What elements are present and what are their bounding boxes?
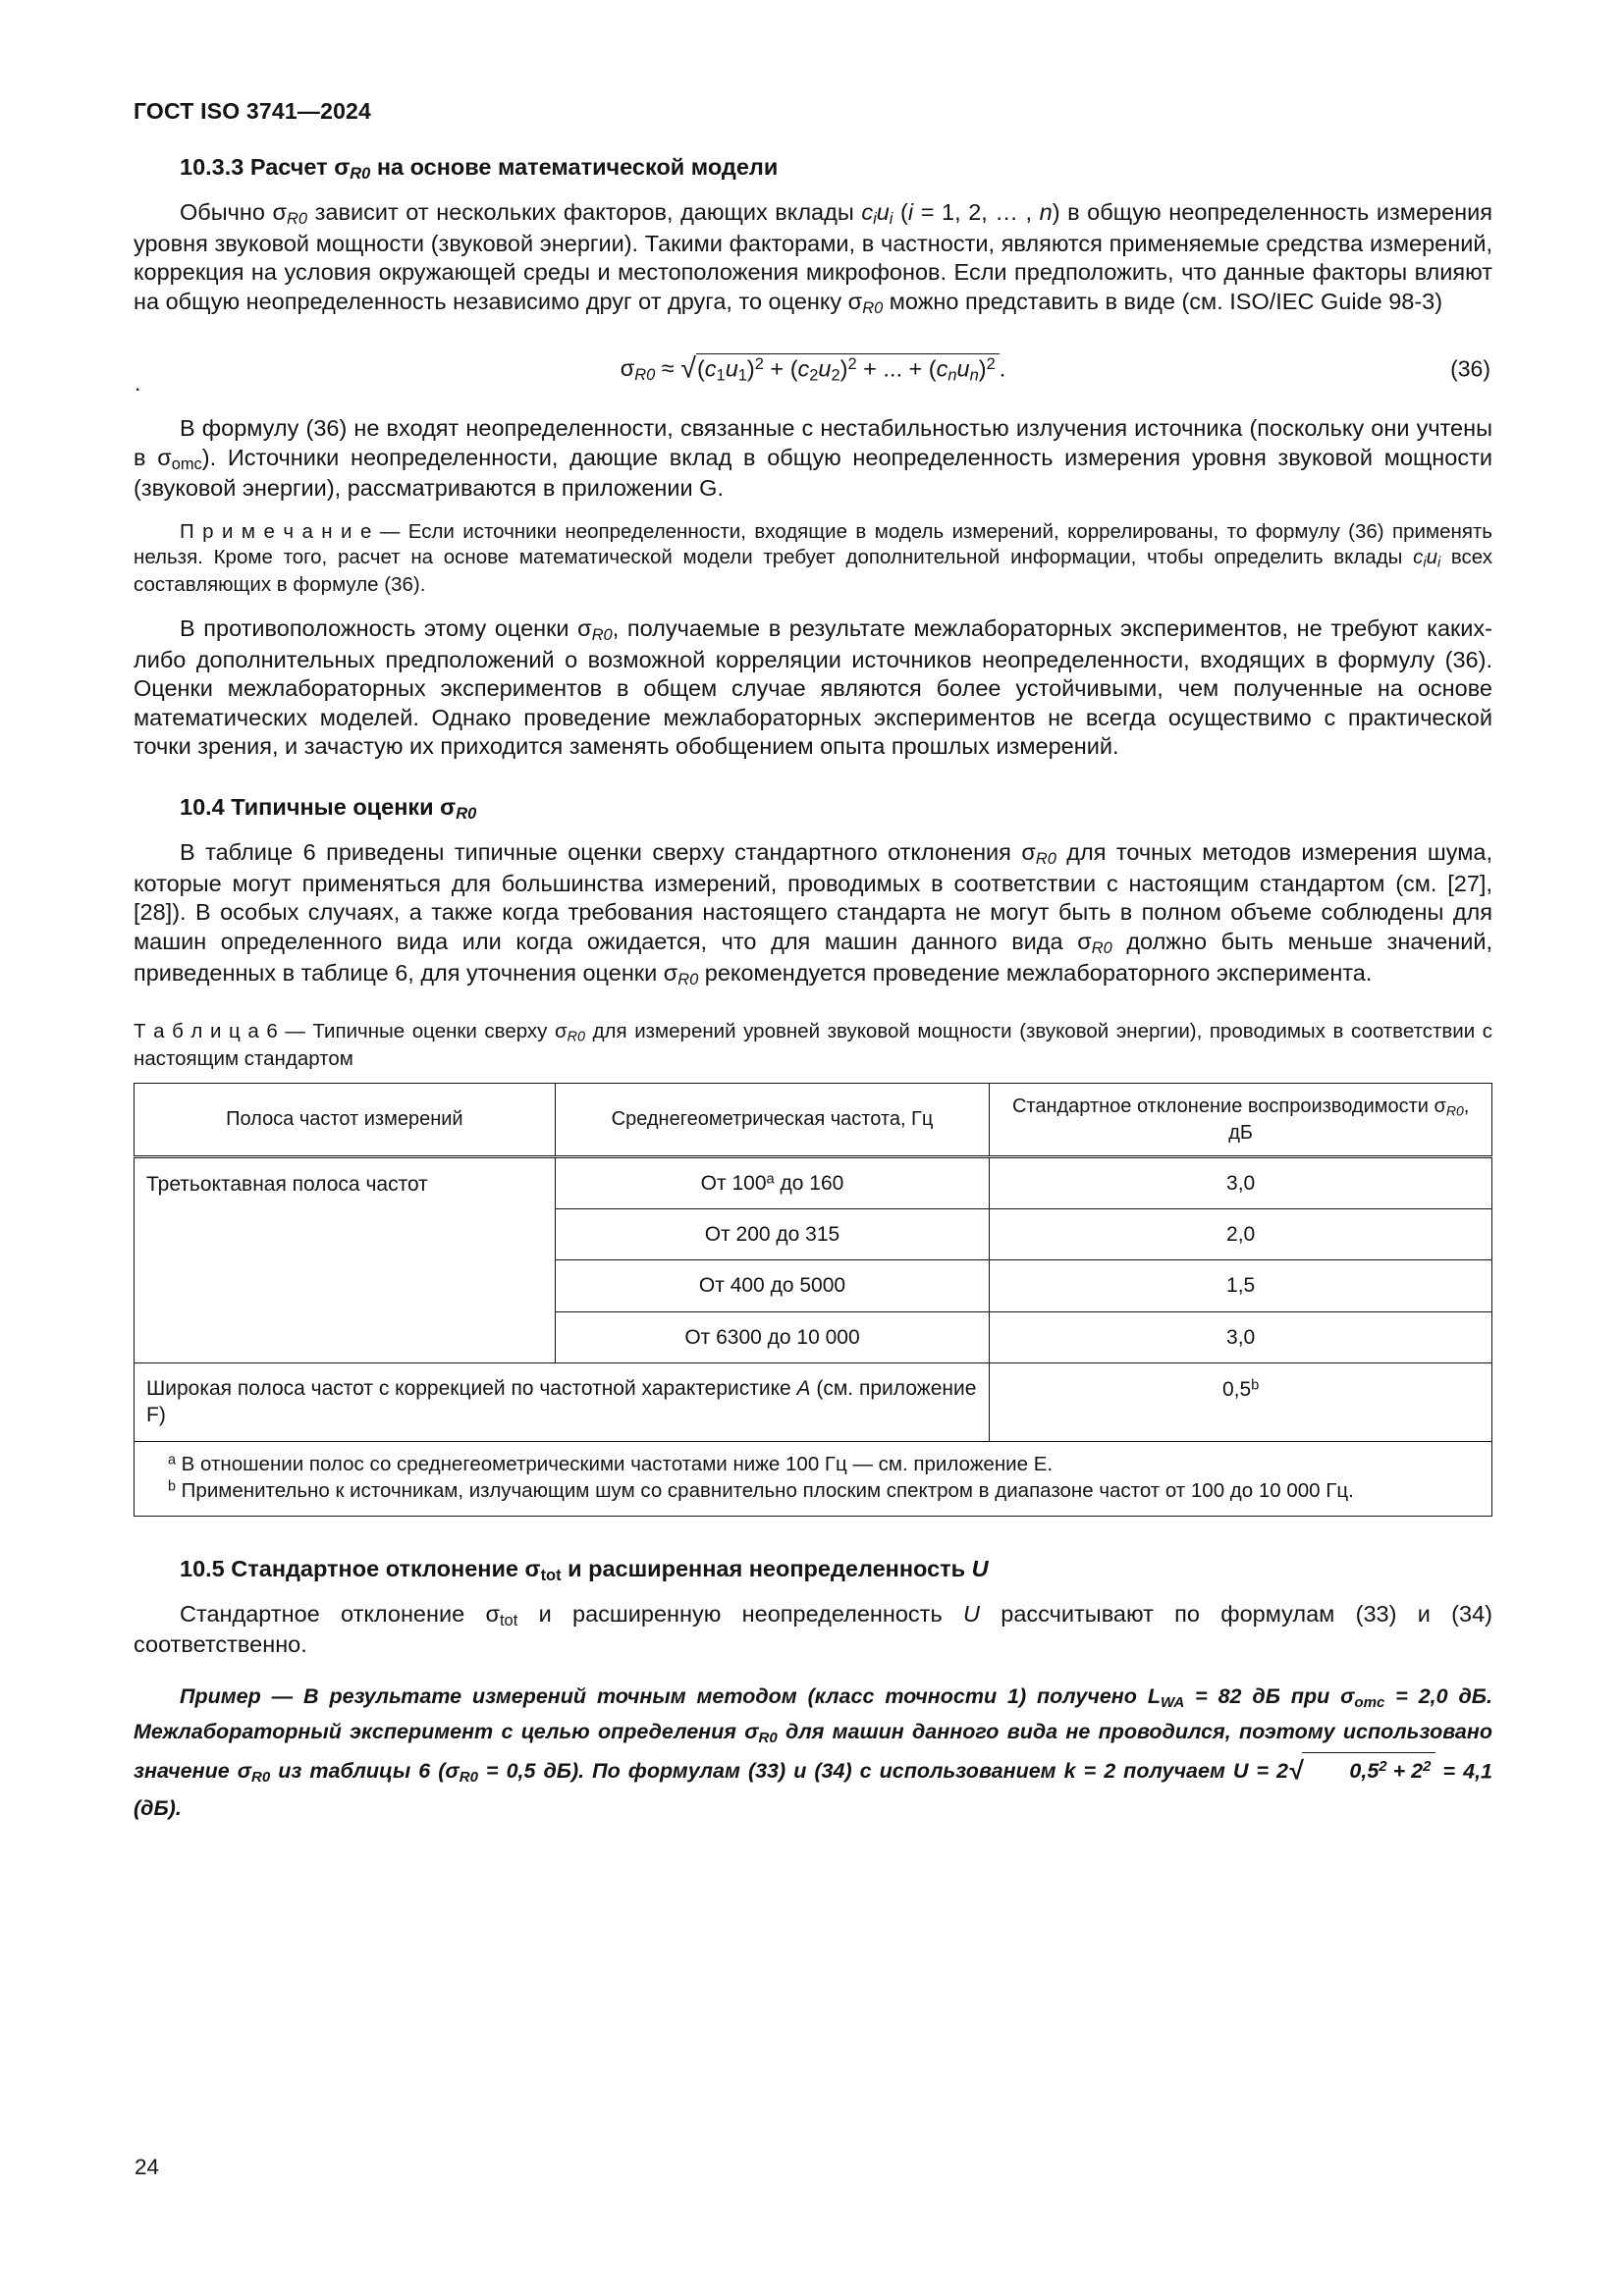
radical-sign-icon: √ <box>680 352 696 385</box>
heading-10-4: 10.4 Типичные оценки $\sigma_{R0}$ <box>180 794 477 824</box>
cell-frequency-range: От 400 до 5000 <box>555 1260 990 1311</box>
cell-third-octave-band: Третьоктавная полоса частот <box>135 1156 556 1362</box>
paragraph-10-3-3-sources: В формулу (36) не входят неопределенности, связанные с нестабильностью излучения источника (поскольку они учтены в $\sigma_{omc}$). Источники неопределенности, дающие вклад в общую неопределенность измерения уровня звуковой мощности (звуковой энергии), рассматриваются в приложении G. <box>134 415 1492 502</box>
radical-sign-icon: √ <box>1288 1756 1303 1786</box>
radical <box>1288 1756 1435 1786</box>
footnote-a: $^a$ В отношении полос со среднегеометрическими частотами ниже 100 Гц — см. приложение Е. <box>168 1452 1054 1475</box>
table-6-caption: Т а б л и ц а 6 — Типичные оценки сверху $\sigma_{R0}$ для измерений уровней звуковой мощности (звуковой энергии), проводимых в соответствии с настоящим стандартом <box>134 1020 1492 1071</box>
paragraph-10-4-intro: В таблице 6 приведены типичные оценки сверху стандартного отклонения $\sigma_{R0}$ для точных методов измерения шума, которые могут применяться для большинства измерений, проводимых в соответствии с настоящим стандартом (см. [27], [28]). В особых случаях, а также когда требования настоящего стандарта не могут быть в полном объеме соблюдены для машин определенного вида или когда ожидается, что для машин данного вида $\sigma_{R0}$ должно быть меньше значений, приведенных в таблице 6, для уточнения оценки $\sigma_{R0}$ рекомендуется проведение межлабораторного эксперимента. <box>134 839 1493 988</box>
cell-sigma-value: 2,0 <box>990 1209 1492 1260</box>
cell-sigma-value: 1,5 <box>990 1260 1492 1311</box>
table-footnote-row <box>135 1441 1492 1516</box>
stray-mark: . <box>135 370 141 397</box>
cell-frequency-range: От 100$^a$ до 160 <box>555 1156 990 1208</box>
cell-sigma-value: 3,0 <box>990 1311 1492 1362</box>
formula-36 <box>621 353 1006 386</box>
page-number: 24 <box>135 2155 160 2179</box>
page-content <box>134 98 1492 1826</box>
note-10-3-3: П р и м е ч а н и е — Если источники неопределенности, входящие в модель измерений, коррелированы, то формулу (36) применять нельзя. Кроме того, расчет на основе математической модели требует дополнительной информации, чтобы определить вклады $c_iu_i$ всех составляющих в формуле (36). <box>134 519 1493 597</box>
paragraph-10-5-intro: Стандартное отклонение $\sigma_{tot}$ и расширенную неопределенность U рассчитывают по формулам (33) и (34) соответственно. <box>134 1600 1492 1658</box>
formula-36-period: . <box>999 355 1006 382</box>
paragraph-10-3-3-interlab: В противоположность этому оценки $\sigma_{R0}$, получаемые в результате межлабораторных экспериментов, не требуют каких-либо дополнительных предположений о возможной корреляции источников неопределенности, входящих в формулу (36). Оценки межлабораторных экспериментов в общем случае являются более устойчивыми, чем полученные на основе математических моделей. Однако проведение межлабораторных экспериментов не всегда осуществимо с практической точки зрения, и зачастую их приходится заменять обобщением опыта прошлых измерений. <box>134 615 1493 759</box>
heading-10-5: 10.5 Стандартное отклонение $\sigma_{tot}$ и расширенная неопределенность U <box>180 1555 989 1584</box>
paragraph-10-3-3-intro: Обычно $\sigma_{R0}$ зависит от нескольких факторов, дающих вклады $c_iu_i$ (i = 1, 2, … , n) в общую неопределенность измерения уровня звуковой мощности (звуковой энергии). Такими факторами, в частности, являются применяемые средства измерений, коррекция на условия окружающей среды и местоположения микрофонов. Если предположить, что данные факторы влияют на общую неопределенность независимо друг от друга, то оценку $\sigma_{R0}$ можно представить в виде (см. ISO/IEC Guide 98-3) <box>134 199 1492 317</box>
cell-sigma-value: 3,0 <box>990 1156 1492 1208</box>
table-6-header-row <box>135 1084 1492 1157</box>
cell-broadband-label: Широкая полоса частот с коррекцией по частотной характеристике A (см. приложение F) <box>135 1362 990 1441</box>
document-designation: ГОСТ ISO 3741—2024 <box>134 98 372 124</box>
col-header-center-frequency: Среднегеометрическая частота, Гц <box>555 1084 990 1157</box>
example-text-start: Пример — В результате измерений точным методом (класс точности 1) получено $L_{WA} = 82$ дБ при $\sigma_{omc} = 2,0$ дБ. Межлабораторный эксперимент с целью определения $\sigma_{R0}$ для машин данного вида не проводился, поэтому использовано значение $\sigma_{R0}$ из таблицы 6 ($\sigma_{R0} = 0,5$ дБ). По формулам (33) и (34) с использованием k = 2 получаем U = 2 <box>134 1683 1492 1787</box>
table-row-broadband <box>135 1362 1492 1441</box>
cell-frequency-range: От 6300 до 10 000 <box>555 1311 990 1362</box>
formula-36-row <box>134 342 1492 397</box>
col-header-frequency-band: Полоса частот измерений <box>135 1084 556 1157</box>
example-paragraph <box>134 1680 1492 1827</box>
cell-sigma-value: 0,5$^b$ <box>990 1362 1492 1441</box>
formula-36-number: (36) <box>1450 355 1490 382</box>
footnote-b: $^b$ Применительно к источникам, излучающим шум со сравнительно плоским спектром в диапазоне частот от 100 до 10 000 Гц. <box>168 1478 1354 1502</box>
formula-36-lhs: $\sigma_{R0}$ ≈ <box>620 355 681 385</box>
table-6 <box>134 1083 1492 1517</box>
radical <box>680 352 1000 385</box>
example-radicand: $0,5^2 + 2^2$ <box>1302 1752 1435 1789</box>
col-header-std-deviation: Стандартное отклонение воспроизводимости $\sigma_{R0}$, дБ <box>990 1084 1492 1157</box>
formula-36-radicand: $(c_1u_1)^2 + (c_2u_2)^2$ + ... + $(c_nu_n)^2$ <box>696 353 1000 386</box>
table-row <box>135 1156 1492 1208</box>
cell-frequency-range: От 200 до 315 <box>555 1209 990 1260</box>
example-text-end: = 4,1 (дБ). <box>134 1759 1493 1821</box>
table-footnotes <box>135 1441 1492 1516</box>
heading-10-3-3: 10.3.3 Расчет $\sigma_{R0}$ на основе математической модели <box>180 154 779 184</box>
